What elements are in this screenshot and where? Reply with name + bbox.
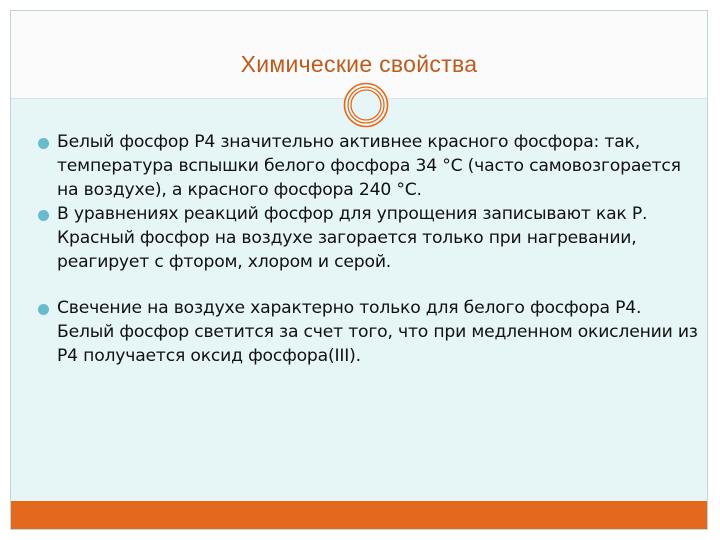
bullet-text-2: В уравнениях реакций фосфор для упрощения записывают как Р. Красный фосфор на воздухе загорается только при нагревании, реагирует с фтором, хлором и серой. [57, 204, 648, 272]
bullet-dot-icon [38, 210, 49, 221]
bullet-item-2 [33, 202, 701, 274]
bullet-text-1: Белый фосфор Р4 значительно активнее красного фосфора: так, температура вспышки белого фосфора 34 °С (часто самовозгорается на воздухе), а красного фосфора 240 °С. [57, 132, 681, 200]
bullet-list [33, 130, 701, 368]
bullet-dot-icon [38, 138, 49, 149]
slide-title: Химические свойства [240, 51, 478, 77]
bullet-item-3 [33, 296, 701, 368]
footer-accent-bar [11, 501, 707, 529]
bullet-text-3: Свечение на воздухе характерно только для белого фосфора Р4. Белый фосфор светится за счет того, что при медленном окислении из Р4 получается оксид фосфора(III). [57, 298, 698, 366]
circle-ornament-icon [343, 82, 389, 128]
slide-frame [10, 10, 708, 530]
bullet-item-1 [33, 130, 701, 202]
bullet-dot-icon [38, 304, 49, 315]
